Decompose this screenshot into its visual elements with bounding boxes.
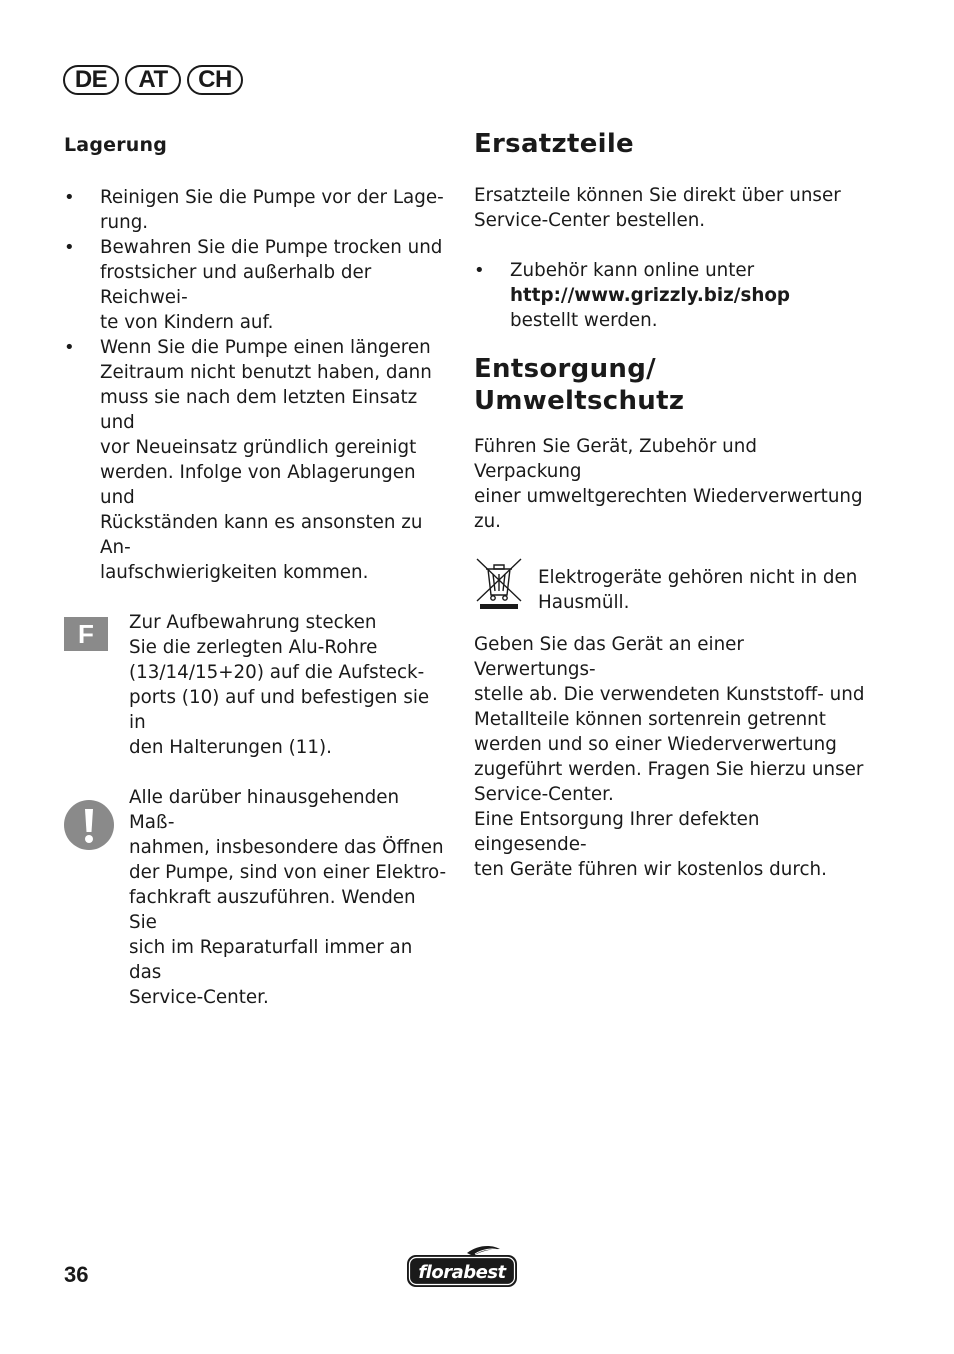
spare-bullet-post: bestellt werden. [510, 310, 658, 331]
section-heading-disposal: Entsorgung/ Umweltschutz [474, 354, 685, 416]
storage-bullet-list [64, 185, 448, 585]
storage-note [64, 610, 448, 760]
right-column [474, 128, 866, 882]
list-item: • Reinigen Sie die Pumpe vor der Lage- rung. [64, 185, 448, 235]
shop-link[interactable]: http://www.grizzly.biz/shop [510, 285, 790, 306]
crossed-bin-icon [474, 557, 524, 609]
language-badge-de: DE [63, 65, 119, 95]
list-item: • Wenn Sie die Pumpe einen längeren Zeitraum nicht benutzt haben, dann muss sie nach dem letzten Einsatz und vor Neueinsatz gründlich gereinigt werden. Infolge von Ablagerungen und Rückständen kann es ansonsten zu An- laufschwierigkeiten kommen. [64, 335, 448, 585]
warning-icon [64, 800, 114, 850]
list-item: • Bewahren Sie die Pumpe trocken und frostsicher und außerhalb der Reichwei- te von Kindern auf. [64, 235, 448, 335]
spare-bullet-pre: Zubehör kann online unter [510, 260, 755, 281]
list-item [474, 258, 866, 333]
warning-text: Alle darüber hinausgehenden Maß- nahmen, insbesondere das Öffnen der Pumpe, sind von einer Elektro- fachkraft auszuführen. Wenden Sie sich im Reparaturfall immer an das Service-Center. [129, 787, 447, 1008]
weee-note [474, 559, 866, 619]
disposal-text: Führen Sie Gerät, Zubehör und Verpackung einer umweltgerechten Wiederverwertung zu. [474, 436, 863, 532]
weee-text: Elektrogeräte gehören nicht in den Hausmüll. [538, 567, 858, 613]
language-badge-at: AT [125, 65, 181, 95]
spare-parts-bullet-list [474, 258, 866, 333]
note-f-icon: F [64, 617, 108, 651]
disposal-text-2: Geben Sie das Gerät an einer Verwertungs- stelle ab. Die verwendeten Kunststoff- und Metallteile können sortenrein getrennt werden und so einer Wiederverwertung zugeführt werden. Fragen Sie hierzu unser Service-Center. Eine Entsorgung Ihrer defekten eingesende- ten Geräte führen wir kostenlos durch. [474, 634, 865, 880]
warning-note [64, 785, 448, 1010]
florabest-logo [405, 1245, 519, 1293]
section-heading-storage: Lagerung [64, 134, 168, 156]
section-heading-spare-parts: Ersatzteile [474, 129, 634, 159]
svg-text:florabest: florabest [418, 1262, 506, 1283]
left-column [64, 130, 448, 1010]
language-badges [63, 65, 243, 95]
language-badge-ch: CH [187, 65, 243, 95]
page-number: 36 [64, 1262, 89, 1287]
storage-note-text: Zur Aufbewahrung stecken Sie die zerlegten Alu-Rohre (13/14/15+20) auf die Aufsteck- ports (10) auf und befestigen sie in den Halterungen (11). [129, 612, 430, 758]
spare-parts-text: Ersatzteile können Sie direkt über unser Service-Center bestellen. [474, 185, 841, 231]
